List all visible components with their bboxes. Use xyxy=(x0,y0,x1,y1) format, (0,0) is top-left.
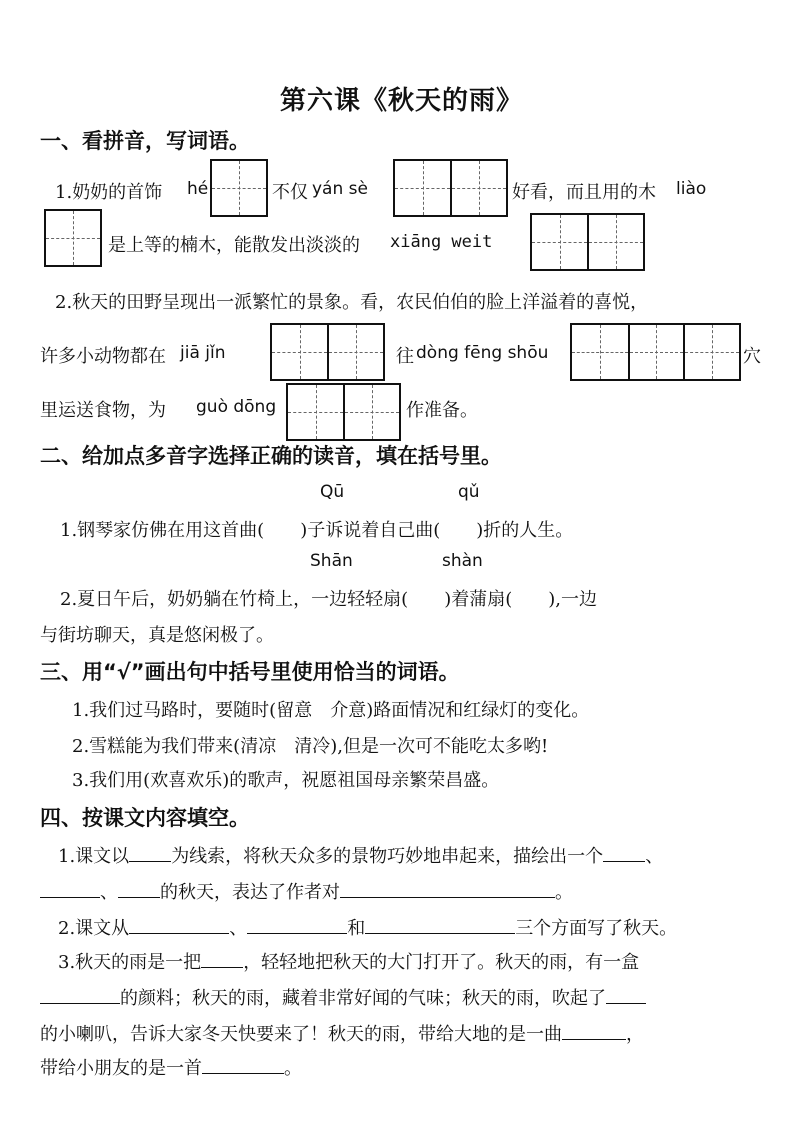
pinyin-he: hé xyxy=(187,179,209,199)
pinyin-shan-1: Shān xyxy=(310,551,353,571)
s3-question-3: 3.我们用(欢喜欢乐)的歌声，祝愿祖国母亲繁荣昌盛。 xyxy=(72,770,500,791)
fill-blank[interactable] xyxy=(606,985,646,1004)
s1-line2-a: 是上等的楠木，能散发出淡淡的 xyxy=(108,235,360,256)
pinyin-qu-1: Qū xyxy=(320,482,345,502)
s4-question-1-line2: 、 的秋天，表达了作者对 。 xyxy=(40,878,573,904)
fill-blank[interactable] xyxy=(201,949,243,968)
pinyin-dongfengshou: dòng fēng shōu xyxy=(416,343,549,363)
answer-grid-guodong[interactable] xyxy=(286,383,401,441)
page-title: 第六课《秋天的雨》 xyxy=(280,86,524,116)
s4-question-3-line1: 3.秋天的雨是一把 ，轻轻地把秋天的大门打开了。秋天的雨，有一盒 xyxy=(58,948,639,974)
pinyin-jiajin: jiā jǐn xyxy=(180,343,226,363)
s4-question-3-line4: 带给小朋友的是一首 。 xyxy=(40,1054,302,1080)
fill-blank[interactable] xyxy=(247,915,347,934)
s4-question-3-line3: 的小喇叭，告诉大家冬天快要来了！秋天的雨，带给大地的是一曲 ， xyxy=(40,1020,644,1046)
pinyin-shan-2: shàn xyxy=(442,551,483,571)
answer-grid-xiangwei[interactable] xyxy=(530,213,645,271)
fill-blank[interactable] xyxy=(118,879,160,898)
answer-grid-liao[interactable] xyxy=(44,209,102,267)
fill-blank[interactable] xyxy=(202,1055,284,1074)
s2-question-2a: 2.夏日午后，奶奶躺在竹椅上，一边轻轻扇( )着蒲扇( ),一边 xyxy=(60,589,597,610)
answer-grid-he[interactable] xyxy=(210,159,268,217)
s1-line4-a: 许多小动物都在 xyxy=(40,346,166,367)
s2-question-2b: 与街坊聊天，真是悠闲极了。 xyxy=(40,625,274,646)
fill-blank[interactable] xyxy=(129,843,171,862)
s1-line4-b: 往 xyxy=(396,346,414,367)
s1-line3: 2.秋天的田野呈现出一派繁忙的景象。看，农民伯伯的脸上洋溢着的喜悦， xyxy=(55,292,649,313)
fill-blank[interactable] xyxy=(40,985,120,1004)
answer-grid-jiajin[interactable] xyxy=(270,323,385,381)
fill-blank[interactable] xyxy=(365,915,515,934)
s2-question-1: 1.钢琴家仿佛在用这首曲( )子诉说着自己曲( )折的人生。 xyxy=(60,520,574,541)
pinyin-guodong: guò dōng xyxy=(196,397,277,417)
s1-line4-c: 穴 xyxy=(743,346,761,367)
section-1-heading: 一、看拼音，写词语。 xyxy=(40,129,250,153)
fill-blank[interactable] xyxy=(129,915,229,934)
pinyin-yanse: yán sè xyxy=(312,179,368,199)
pinyin-qu-2: qǔ xyxy=(458,482,480,502)
section-3-heading: 三、用“√”画出句中括号里使用恰当的词语。 xyxy=(40,660,460,684)
s4-question-1-line1: 1.课文以 为线索，将秋天众多的景物巧妙地串起来，描绘出一个 、 xyxy=(58,842,663,868)
answer-grid-dongfengshou[interactable] xyxy=(570,323,741,381)
s1-line1-c: 好看，而且用的木 xyxy=(512,182,656,203)
fill-blank[interactable] xyxy=(562,1021,626,1040)
section-2-heading: 二、给加点多音字选择正确的读音，填在括号里。 xyxy=(40,444,502,468)
s1-line1-b: 不仅 xyxy=(272,182,308,203)
answer-grid-yanse[interactable] xyxy=(393,159,508,217)
pinyin-xiangwei: xiāng weit xyxy=(390,232,493,252)
fill-blank[interactable] xyxy=(603,843,645,862)
s1-line1-a: 1.奶奶的首饰 xyxy=(55,182,163,203)
pinyin-liao: liào xyxy=(676,179,707,199)
s1-line5-a: 里运送食物，为 xyxy=(40,400,166,421)
s3-question-2: 2.雪糕能为我们带来(清凉 清冷),但是一次可不能吃太多哟! xyxy=(72,736,549,757)
s4-question-3-line2: 的颜料；秋天的雨，藏着非常好闻的气味；秋天的雨，吹起了 xyxy=(40,984,646,1010)
section-4-heading: 四、按课文内容填空。 xyxy=(40,806,250,830)
s3-question-1: 1.我们过马路时，要随时(留意 介意)路面情况和红绿灯的变化。 xyxy=(72,700,590,721)
s4-question-2: 2.课文从 、 和 三个方面写了秋天。 xyxy=(58,914,677,940)
s1-line5-b: 作准备。 xyxy=(406,400,478,421)
fill-blank[interactable] xyxy=(340,879,555,898)
fill-blank[interactable] xyxy=(40,879,100,898)
